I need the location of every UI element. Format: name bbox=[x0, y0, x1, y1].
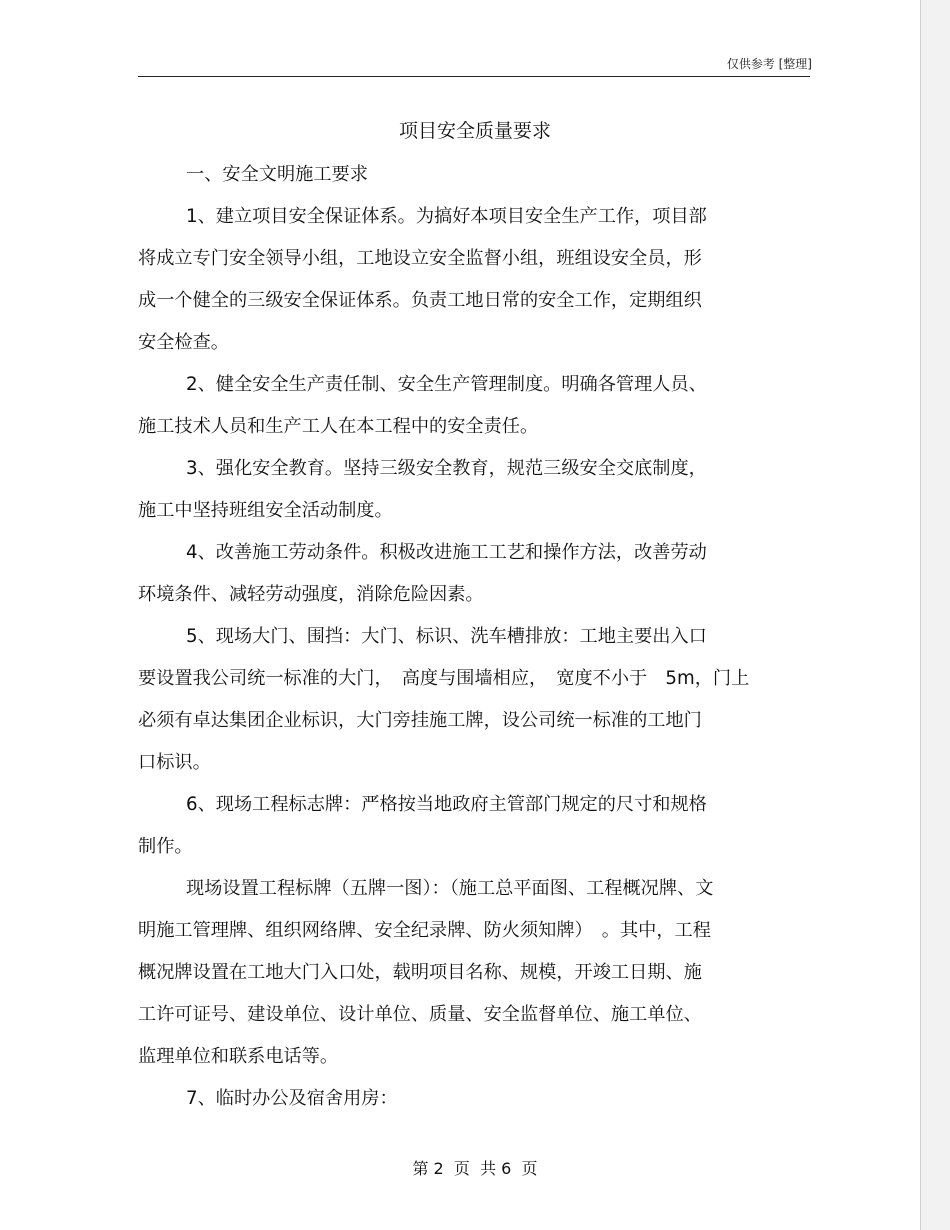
document-body bbox=[138, 154, 810, 1120]
paragraph-line: 6、现场工程标志牌：严格按当地政府主管部门规定的尺寸和规格 bbox=[186, 794, 707, 815]
paragraph-line: 安全检查。 bbox=[138, 332, 229, 353]
paragraph-line: 4、改善施工劳动条件。积极改进施工工艺和操作方法，改善劳动 bbox=[186, 542, 707, 563]
paragraph-8 bbox=[138, 1078, 810, 1120]
section-heading-text: 一、安全文明施工要求 bbox=[186, 164, 368, 185]
paragraph-line: 口标识。 bbox=[138, 752, 211, 773]
paragraph-line: 1、建立项目安全保证体系。为搞好本项目安全生产工作，项目部 bbox=[186, 206, 707, 227]
paragraph-line: 成一个健全的三级安全保证体系。负责工地日常的安全工作，定期组织 bbox=[138, 290, 702, 311]
paragraph-line: 施工中坚持班组安全活动制度。 bbox=[138, 500, 393, 521]
paragraph-line: 5、现场大门、围挡：大门、标识、洗车槽排放：工地主要出入口 bbox=[186, 626, 707, 647]
page-number-footer bbox=[0, 1156, 950, 1179]
paragraph-line: 制作。 bbox=[138, 836, 193, 857]
header-note: 仅供参考 [整理] bbox=[726, 57, 812, 71]
paragraph-line: 必须有卓达集团企业标识，大门旁挂施工牌，设公司统一标准的工地门 bbox=[138, 710, 702, 731]
paragraph-4 bbox=[138, 532, 810, 616]
section-heading bbox=[138, 154, 810, 196]
paragraph-line: 3、强化安全教育。坚持三级安全教育，规范三级安全交底制度， bbox=[186, 458, 707, 479]
paragraph-line: 现场设置工程标牌（五牌一图）：（施工总平面图、工程概况牌、文 bbox=[186, 878, 714, 899]
paragraph-5 bbox=[138, 616, 810, 784]
paragraph-line: 2、健全安全生产责任制、安全生产管理制度。明确各管理人员、 bbox=[186, 374, 707, 395]
paragraph-2 bbox=[138, 364, 810, 448]
paragraph-7 bbox=[138, 868, 810, 1078]
paragraph-line: 明施工管理牌、组织网络牌、安全纪录牌、防火须知牌） 。其中，工程 bbox=[138, 920, 711, 941]
paragraph-line: 要设置我公司统一标准的大门， 高度与围墙相应， 宽度不小于 5m，门上 bbox=[138, 668, 750, 689]
paragraph-line: 7、临时办公及宿舍用房： bbox=[186, 1088, 398, 1109]
paragraph-1 bbox=[138, 196, 810, 364]
paragraph-line: 施工技术人员和生产工人在本工程中的安全责任。 bbox=[138, 416, 539, 437]
page-number-text: 第 2 页 共 6 页 bbox=[412, 1159, 538, 1178]
document-title: 项目安全质量要求 bbox=[398, 120, 551, 142]
paragraph-3 bbox=[138, 448, 810, 532]
paragraph-line: 监理单位和联系电话等。 bbox=[138, 1046, 339, 1067]
paragraph-line: 环境条件、减轻劳动强度，消除危险因素。 bbox=[138, 584, 484, 605]
paragraph-line: 概况牌设置在工地大门入口处，载明项目名称、规模，开竣工日期、施 bbox=[138, 962, 702, 983]
header-divider bbox=[138, 76, 810, 77]
paragraph-line: 工许可证号、建设单位、设计单位、质量、安全监督单位、施工单位、 bbox=[138, 1004, 702, 1025]
paragraph-6 bbox=[138, 784, 810, 868]
paragraph-line: 将成立专门安全领导小组，工地设立安全监督小组，班组设安全员，形 bbox=[138, 248, 702, 269]
